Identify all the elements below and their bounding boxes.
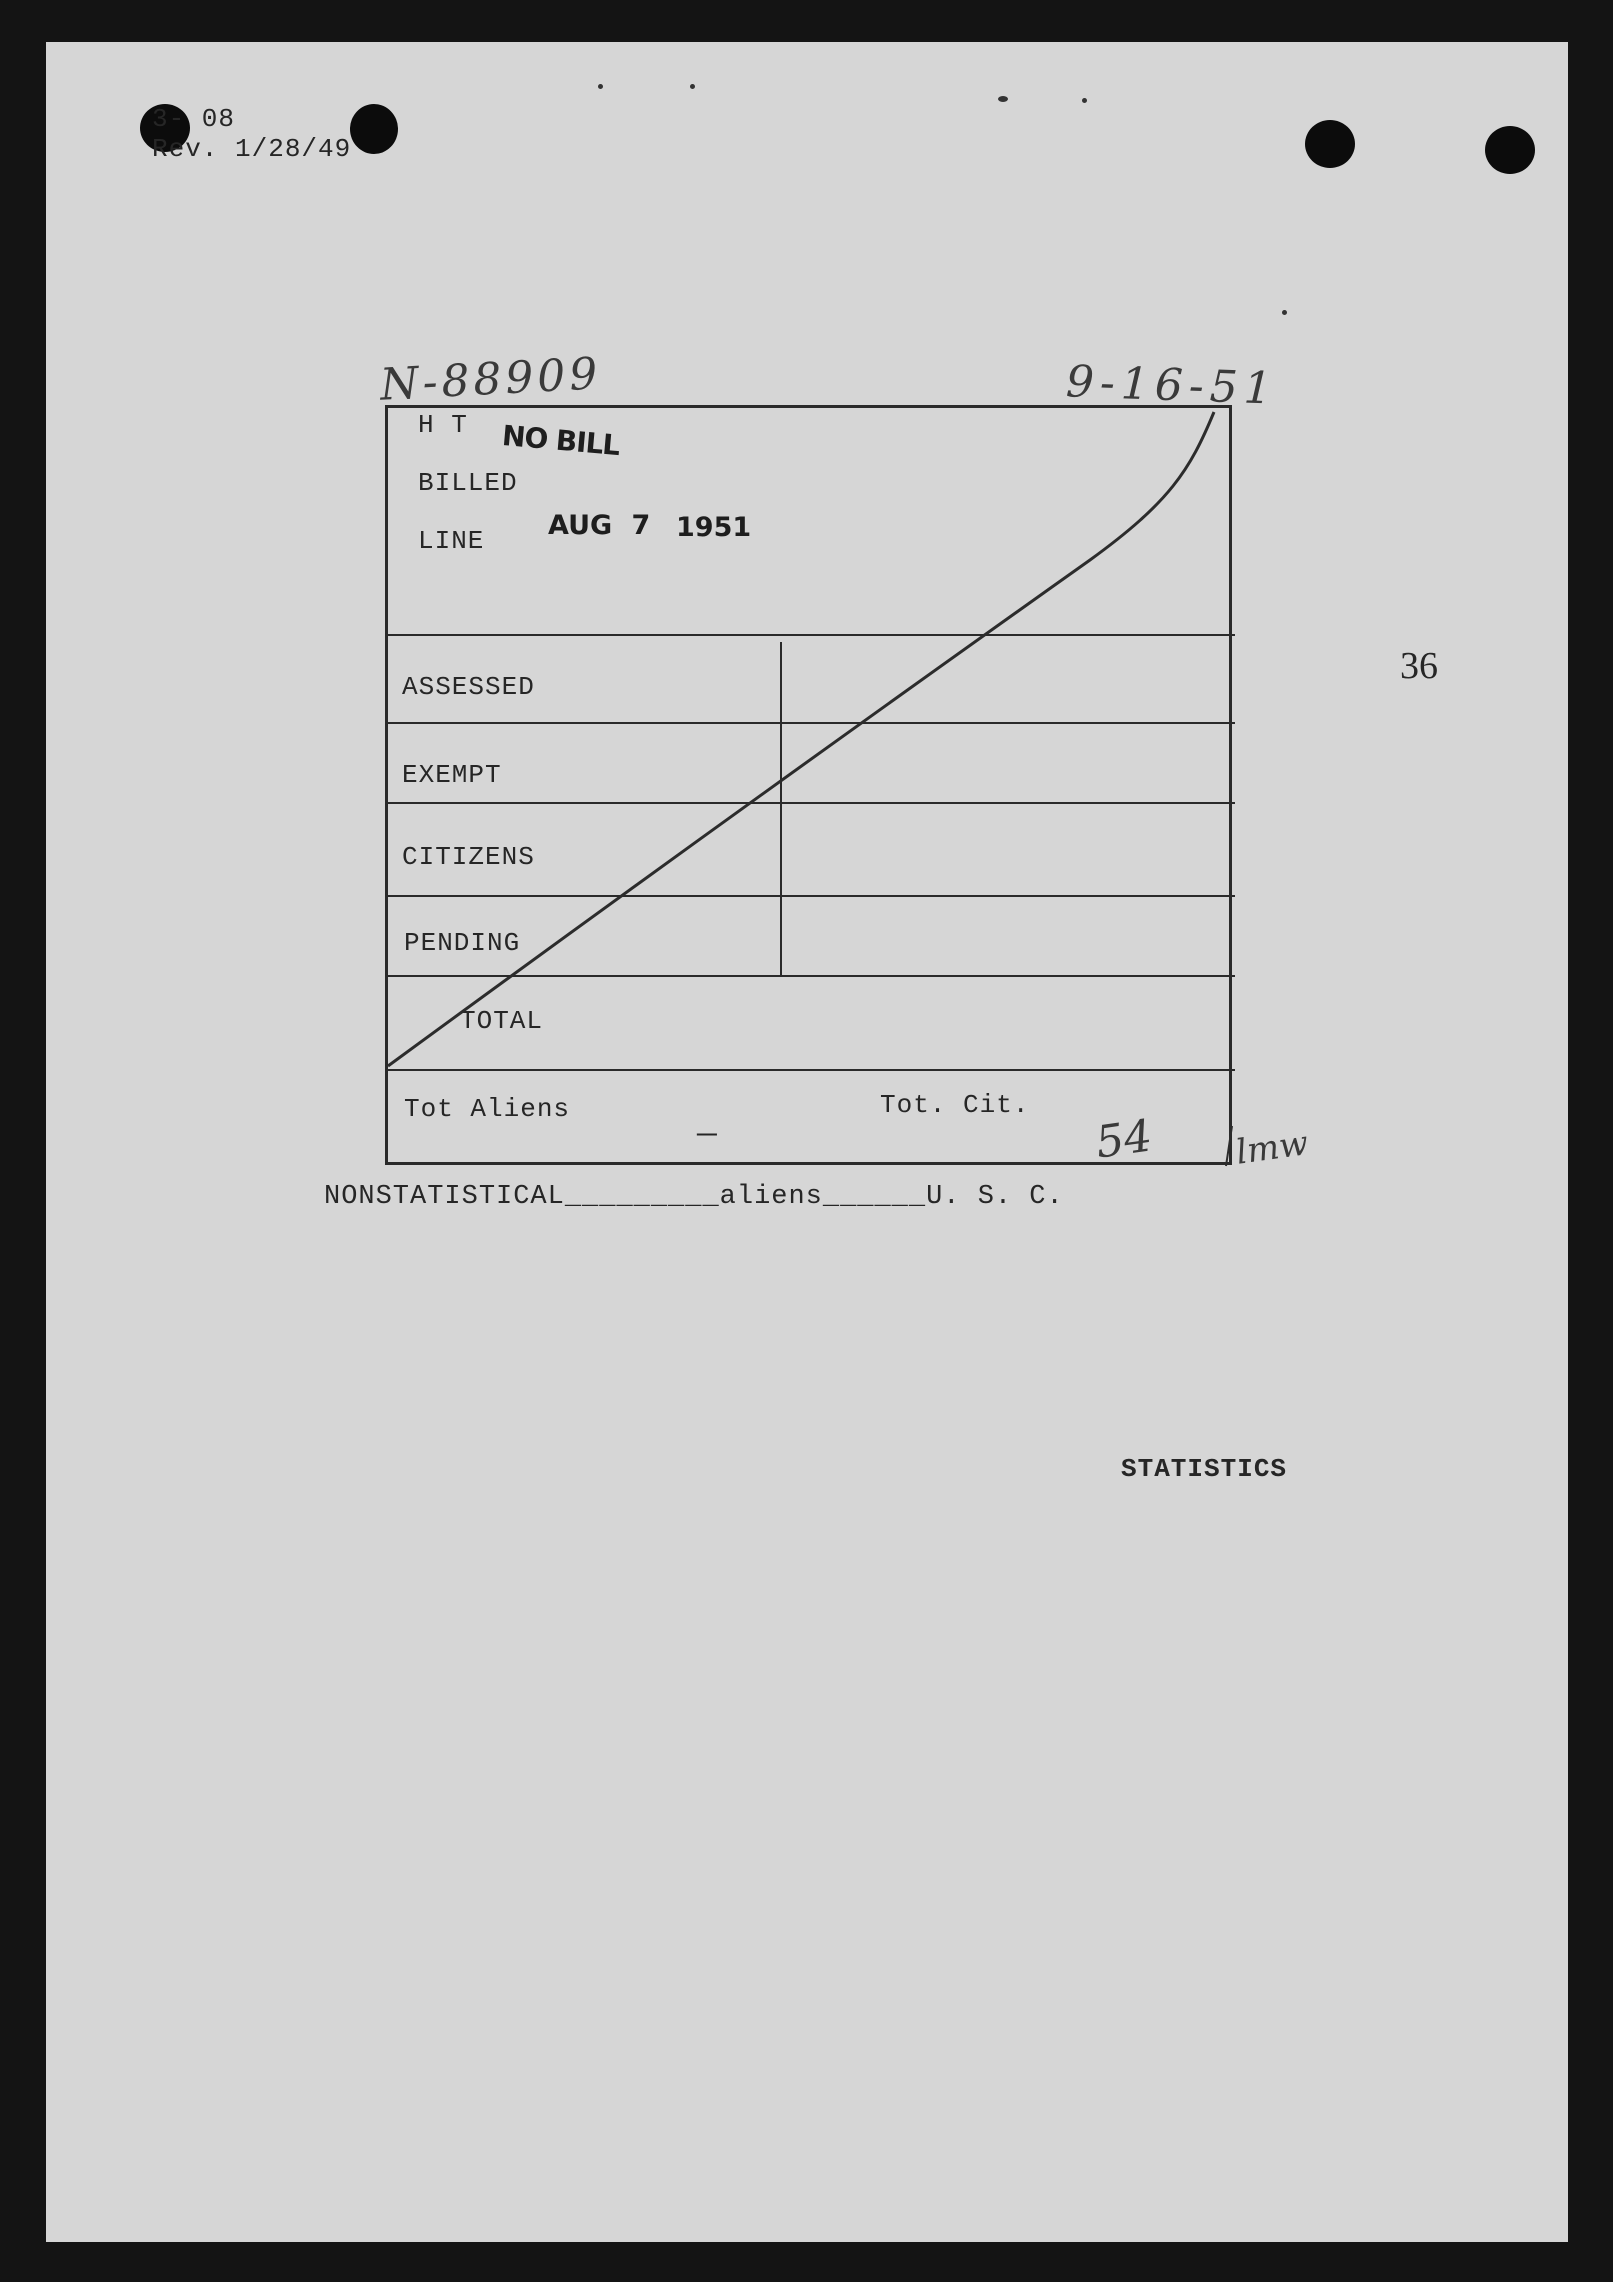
speck xyxy=(690,84,695,89)
row-label-total: TOTAL xyxy=(460,1006,544,1036)
tot-aliens-label: Tot Aliens xyxy=(404,1094,571,1124)
column-divider xyxy=(780,642,782,975)
tot-aliens-value: — xyxy=(697,1118,718,1152)
row-label-citizens: CITIZENS xyxy=(402,842,535,872)
speck xyxy=(1082,98,1087,103)
field-line: LINE xyxy=(418,526,485,556)
nonstatistical-line: NONSTATISTICAL_________aliens______U. S. C. xyxy=(324,1182,1064,1212)
field-billed: BILLED xyxy=(418,468,518,498)
row-label-pending: PENDING xyxy=(404,928,521,958)
punch-hole xyxy=(1485,126,1535,174)
field-ht: H T xyxy=(418,410,468,440)
speck xyxy=(998,96,1008,102)
divider-header xyxy=(388,634,1235,636)
divider-assessed xyxy=(388,722,1235,724)
handwritten-initials: lmw xyxy=(1233,1123,1311,1173)
record-box xyxy=(385,405,1232,1165)
handwritten-total: 54 xyxy=(1092,1110,1156,1169)
section-label: STATISTICS xyxy=(1121,1454,1288,1484)
row-label-exempt: EXEMPT xyxy=(402,760,502,790)
handwritten-date: 9-16-51 xyxy=(1065,356,1279,415)
handwritten-file-number: N-88909 xyxy=(378,348,603,411)
row-label-assessed: ASSESSED xyxy=(402,672,535,702)
divider-pending xyxy=(388,975,1235,977)
divider-citizens xyxy=(388,895,1235,897)
tot-cit-label: Tot. Cit. xyxy=(880,1090,1030,1120)
punch-hole xyxy=(1305,120,1355,168)
form-revision: Rev. 1/28/49 xyxy=(152,134,352,164)
divider-total xyxy=(388,1069,1235,1071)
no-bill-stamp: NO BILL xyxy=(500,418,621,463)
date-stamp-month-day: AUG 7 xyxy=(548,510,651,541)
date-stamp-year: 1951 xyxy=(676,512,752,543)
divider-exempt xyxy=(388,802,1235,804)
speck xyxy=(598,84,603,89)
form-number: 3- 08 xyxy=(152,104,236,134)
page-number: 36 xyxy=(1400,645,1438,687)
speck xyxy=(1282,310,1287,315)
punch-hole xyxy=(350,104,398,154)
